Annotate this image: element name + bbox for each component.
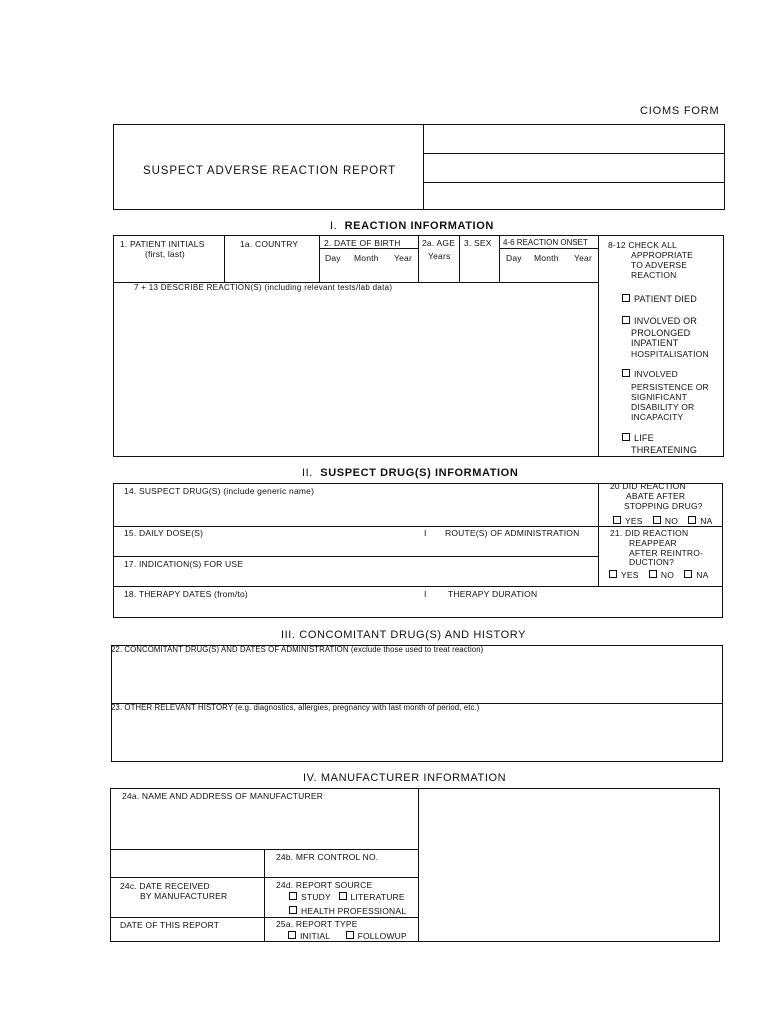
followup-label: FOLLOWUP (357, 931, 407, 941)
field-20-label: 20 DID REACTION (610, 481, 686, 491)
followup-checkbox[interactable] (346, 931, 354, 939)
field-20-line: STOPPING DRUG? (624, 501, 703, 511)
reappear-options (609, 570, 708, 580)
field-20-line: ABATE AFTER (626, 491, 686, 501)
field-24c-label: 24c. DATE RECEIVED (120, 881, 210, 891)
form-label: CIOMS FORM (640, 105, 720, 117)
reappear-na-checkbox[interactable] (684, 570, 692, 578)
hospitalisation-line: HOSPITALISATION (631, 349, 709, 359)
checkbox-icon[interactable] (622, 294, 630, 302)
initial-label: INITIAL (300, 931, 331, 941)
check-all-line: REACTION (631, 270, 677, 280)
hospitalisation-line: INPATIENT (631, 338, 679, 348)
onset-day: Day (506, 253, 522, 263)
field-23-label: 23. OTHER RELEVANT HISTORY (e.g. diagnostics, allergies, pregnancy with last month of period, etc.) (111, 703, 480, 712)
abate-no-checkbox[interactable] (653, 516, 661, 524)
dob-month: Month (354, 253, 379, 263)
onset-year: Year (574, 253, 592, 263)
section-2-heading: II. SUSPECT DRUG(S) INFORMATION (302, 467, 519, 479)
section-3-heading: III. CONCOMITANT DRUG(S) AND HISTORY (281, 629, 527, 641)
tick-mark: I (424, 589, 427, 599)
study-checkbox[interactable] (289, 892, 297, 900)
report-type-options (288, 931, 407, 941)
section-4-heading: IV. MANUFACTURER INFORMATION (303, 772, 507, 784)
no-label: NO (660, 570, 675, 580)
checkbox-icon[interactable] (622, 369, 630, 377)
field-7-13-label: 7 + 13 DESCRIBE REACTION(S) (including relevant tests/lab data) (134, 283, 393, 292)
field-14-label: 14. SUSPECT DRUG(S) (include generic name) (124, 486, 315, 496)
field-22-label: 22. CONCOMITANT DRUG(S) AND DATES OF ADMINISTRATION (exclude those used to treat reaction) (111, 645, 484, 654)
disability-line: INCAPACITY (631, 412, 684, 422)
field-24b-label: 24b. MFR CONTROL NO. (276, 852, 379, 862)
patient-died-label: PATIENT DIED (634, 294, 697, 304)
abate-options (613, 516, 712, 526)
abate-yes-checkbox[interactable] (613, 516, 621, 524)
field-16-label: ROUTE(S) OF ADMINISTRATION (445, 528, 580, 538)
reappear-yes-checkbox[interactable] (609, 570, 617, 578)
literature-checkbox[interactable] (339, 892, 347, 900)
source-options (289, 892, 405, 902)
report-title: SUSPECT ADVERSE REACTION REPORT (143, 165, 397, 177)
health-prof-option (289, 906, 406, 916)
field-2a-label: 2a. AGE (422, 238, 456, 248)
checkbox-icon[interactable] (622, 433, 630, 441)
disability-line: DISABILITY OR (631, 402, 695, 412)
initial-checkbox[interactable] (288, 931, 296, 939)
tick-mark: I (424, 528, 427, 538)
field-1-label: 1. PATIENT INITIALS (120, 239, 205, 249)
na-label: NA (700, 516, 713, 526)
field-15-label: 15. DAILY DOSE(S) (124, 528, 204, 538)
na-label: NA (696, 570, 709, 580)
onset-month: Month (534, 253, 559, 263)
field-4-6-label: 4-6 REACTION ONSET (503, 238, 588, 247)
health-professional-checkbox[interactable] (289, 906, 297, 914)
health-professional-label: HEALTH PROFESSIONAL (301, 906, 407, 916)
disability-line: SIGNIFICANT (631, 392, 688, 402)
field-1a-label: 1a. COUNTRY (240, 239, 299, 249)
patient-died-option[interactable] (622, 294, 697, 304)
dob-year: Year (394, 253, 412, 263)
field-25a-label: 25a. REPORT TYPE (276, 919, 358, 929)
reappear-no-checkbox[interactable] (649, 570, 657, 578)
field-21-line: DUCTION? (629, 557, 675, 567)
field-21-line: REAPPEAR (629, 538, 677, 548)
disability-label: INVOLVED (634, 369, 678, 379)
hospitalisation-option[interactable] (622, 316, 697, 326)
check-all-label: 8-12 CHECK ALL (608, 240, 677, 250)
disability-option[interactable] (622, 369, 678, 379)
check-all-line: APPROPRIATE (631, 250, 694, 260)
checkbox-icon[interactable] (622, 316, 630, 324)
disability-line: PERSISTENCE OR (631, 382, 709, 392)
field-18-label: 18. THERAPY DATES (from/to) (124, 589, 248, 599)
field-17-label: 17. INDICATION(S) FOR USE (124, 559, 244, 569)
field-21-label: 21. DID REACTION (610, 528, 689, 538)
field-2a-sublabel: Years (428, 251, 451, 261)
section-1-heading: I. REACTION INFORMATION (330, 220, 494, 232)
check-all-line: TO ADVERSE (631, 260, 688, 270)
date-of-report-label: DATE OF THIS REPORT (120, 920, 220, 930)
yes-label: YES (625, 516, 643, 526)
study-label: STUDY (301, 892, 331, 902)
field-24c-sublabel: BY MANUFACTURER (140, 891, 228, 901)
field-19-label: THERAPY DURATION (448, 589, 538, 599)
yes-label: YES (621, 570, 639, 580)
hospitalisation-label: INVOLVED OR (634, 316, 698, 326)
field-1-sublabel: (first, last) (145, 249, 185, 259)
abate-na-checkbox[interactable] (688, 516, 696, 524)
field-24d-label: 24d. REPORT SOURCE (276, 880, 373, 890)
life-threatening-line: THREATENING (631, 445, 698, 455)
literature-label: LITERATURE (350, 892, 405, 902)
field-21-line: AFTER REINTRO- (629, 548, 704, 558)
manufacturer-box (110, 788, 720, 942)
dob-day: Day (325, 253, 341, 263)
field-3-label: 3. SEX (464, 238, 492, 248)
field-24a-label: 24a. NAME AND ADDRESS OF MANUFACTURER (122, 791, 324, 801)
no-label: NO (664, 516, 679, 526)
life-threatening-label: LIFE (634, 433, 654, 443)
hospitalisation-line: PROLONGED (631, 328, 691, 338)
life-threatening-option[interactable] (622, 433, 654, 443)
field-2-label: 2. DATE OF BIRTH (324, 238, 401, 248)
